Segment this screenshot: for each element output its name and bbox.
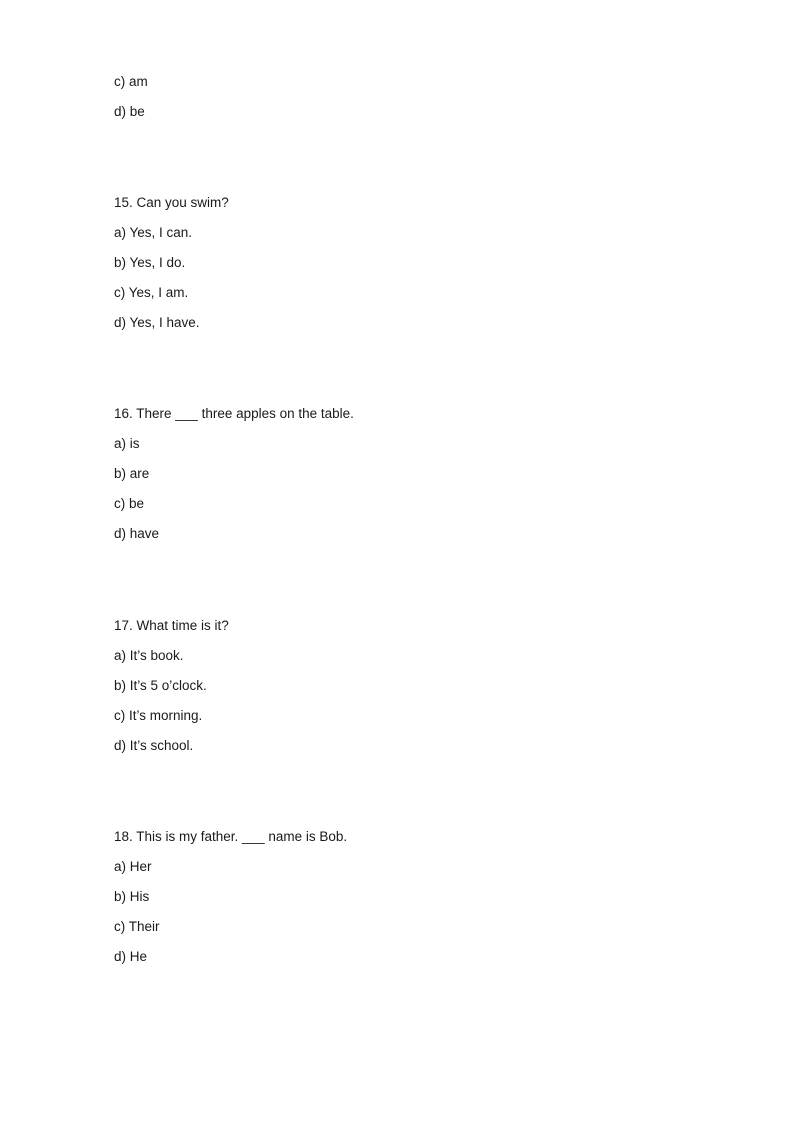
question-16-option-b: b) are xyxy=(114,466,150,481)
option-d: d) be xyxy=(114,104,145,119)
question-17-option-b: b) It’s 5 o’clock. xyxy=(114,678,207,693)
question-16-option-d: d) have xyxy=(114,526,160,541)
question-17-text: 17. What time is it? xyxy=(114,618,229,633)
question-17-option-a: a) It’s book. xyxy=(114,648,184,663)
question-16-option-a: a) is xyxy=(114,436,140,451)
question-15-option-c: c) Yes, I am. xyxy=(114,285,189,300)
question-18-option-a: a) Her xyxy=(114,859,152,874)
question-18-option-d: d) He xyxy=(114,949,148,964)
question-17-option-c: c) It’s morning. xyxy=(114,708,203,723)
question-15-option-b: b) Yes, I do. xyxy=(114,255,186,270)
question-17-option-d: d) It’s school. xyxy=(114,738,194,753)
option-c: c) am xyxy=(114,74,148,89)
question-18-text: 18. This is my father. ___ name is Bob. xyxy=(114,829,348,844)
question-15-option-d: d) Yes, I have. xyxy=(114,315,200,330)
question-15-option-a: a) Yes, I can. xyxy=(114,225,193,240)
question-16-option-c: c) be xyxy=(114,496,145,511)
question-18-option-c: c) Their xyxy=(114,919,160,934)
question-15-text: 15. Can you swim? xyxy=(114,195,229,210)
question-16-text: 16. There ___ three apples on the table. xyxy=(114,406,354,421)
question-18-option-b: b) His xyxy=(114,889,150,904)
